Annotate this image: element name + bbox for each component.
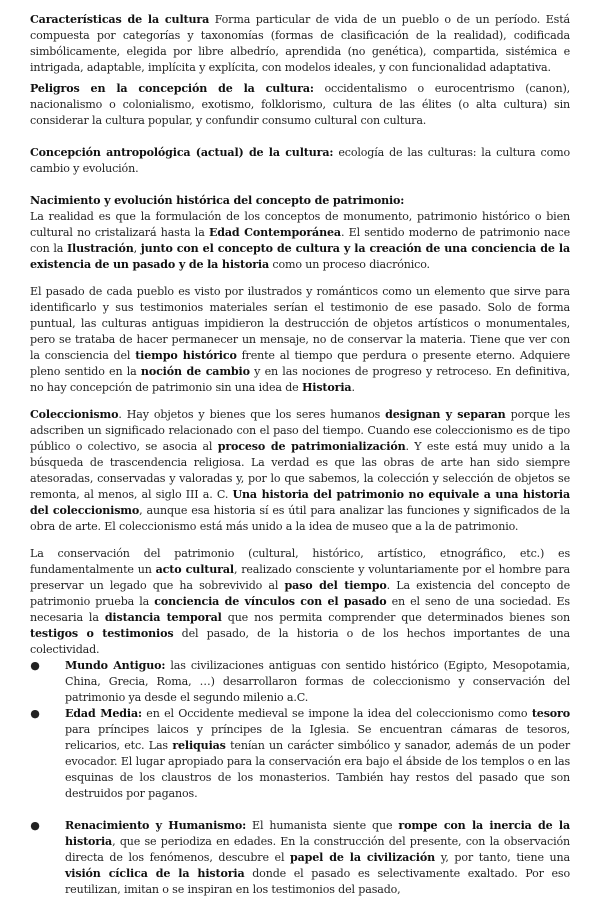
paragraph-conservacion: La conservación del patrimonio (cultural, histórico, artístico, etnográfico, etc.) es fundamentalmente un acto cultural, realizado consciente y voluntariamente por el hombre para preservar un legado que ha sobrevivido al paso del tiempo. La existencia del concepto de patrimonio prueba la conciencia de vínculos con el pasado en el seno de una sociedad. Es necesaria la distancia temporal que nos permita comprender que determinados bienes son testigos o testimonios del pasado, de la historia o de los hechos importantes de una colectividad. — [30, 547, 571, 656]
bullet-icon: ● — [30, 707, 40, 720]
section-heading: Nacimiento y evolución histórica del concepto de patrimonio: — [30, 194, 405, 207]
paragraph-concepcion: Concepción antropológica (actual) de la cultura: ecología de las culturas: la cultura como cambio y evolución. — [30, 146, 570, 175]
bullet-icon: ● — [30, 819, 40, 832]
list-item-edad-media: ● Edad Media: en el Occidente medieval se impone la idea del coleccionismo como tesoro para príncipes laicos y príncipes de la Iglesia. Se encuentran cámaras de tesoros, relicarios, etc. Las reliquias tenían un carácter simbólico y sanador, además de un poder evocador. El lugar apropiado para la conservación era bajo el ábside de los templos o en las esquinas de los claustros de los monasterios. También hay restos del pasado que son destruidos por paganos. — [30, 707, 570, 800]
bullet-list — [30, 658, 570, 898]
term-caracteristicas: Características de la cultura — [30, 13, 210, 26]
paragraph-caracteristicas: Características de la cultura Forma particular de vida de un pueblo o de un período. Está compuesta por categorías y taxonomías (formas de clasificación de la realidad), codificada simbólicamente, elegida por libre albedrío, aprendida (no genética), compartida, sistémica e intrigada, adaptable, implícita y explícita, con modelos ideales, y con funcionalidad adaptativa. — [30, 13, 570, 74]
list-item-mundo-antiguo: ● Mundo Antiguo: las civilizaciones antiguas con sentido histórico (Egipto, Mesopotamia, China, Grecia, Roma, …) desarrollaron formas de coleccionismo y conservación del patrimonio ya desde el segundo milenio a.C. — [30, 659, 570, 704]
term-peligros: Peligros en la concepción de la cultura: — [30, 82, 314, 95]
list-item-renacimiento: ● Renacimiento y Humanismo: El humanista siente que rompe con la inercia de la historia, que se periodiza en edades. En la construcción del presente, con la observación directa de los fenómenos, descubre el papel de la civilización y, por tanto, tiene una visión cíclica de la historia donde el pasado es selectivamente exaltado. Por eso reutilizan, imitan o se inspiran en los testimonios del pasado, — [30, 819, 570, 896]
paragraph-pasado: El pasado de cada pueblo es visto por ilustrados y románticos como un elemento que sirve para identificarlo y sus testimonios materiales serían el testimonio de ese pasado. Solo de forma puntual, las culturas antiguas impidieron la destrucción de objetos artísticos o monumentales, pero se trataba de hacer permanecer un mensaje, no de conservar la materia. Tiene que ver con la consciencia del tiempo histórico frente al tiempo que perdura o presente eterno. Adquiere pleno sentido en la noción de cambio y en las nociones de progreso y retroceso. En definitiva, no hay concepción de patrimonio sin una idea de Historia. — [30, 285, 570, 394]
paragraph-coleccionismo: Coleccionismo. Hay objetos y bienes que los seres humanos designan y separan porque les adscriben un significado relacionado con el paso del tiempo. Cuando ese coleccionismo es de tipo público o colectivo, se asocia al proceso de patrimonialización. Y este está muy unido a la búsqueda de trascendencia religiosa. La verdad es que las obras de arte han sido siempre atesoradas, conservadas y valoradas y, por lo que sabemos, la colección y selección de objetos se remonta, al menos, al siglo III a. C. Una historia del patrimonio no equivale a una historia del coleccionismo, aunque esa historia sí es útil para analizar las funciones y significados de la obra de arte. El coleccionismo está más unido a la idea de museo que a la de patrimonio. — [30, 408, 570, 533]
paragraph-realidad: La realidad es que la formulación de los conceptos de monumento, patrimonio histórico o bien cultural no cristalizará hasta la Edad Contemporánea. El sentido moderno de patrimonio nace con la Ilustración, junto con el concepto de cultura y la creación de una conciencia de la existencia de un pasado y de la historia como un proceso diacrónico. — [30, 210, 570, 271]
bullet-icon: ● — [30, 659, 40, 672]
paragraph-peligros: Peligros en la concepción de la cultura: occidentalismo o eurocentrismo (canon), nacionalismo o colonialismo, exotismo, folklorismo, cultura de las élites (o alta cultura) sin considerar la cultura popular, y confundir consumo cultural con cultura. — [30, 82, 570, 127]
term-concepcion: Concepción antropológica (actual) de la cultura: — [30, 146, 334, 159]
